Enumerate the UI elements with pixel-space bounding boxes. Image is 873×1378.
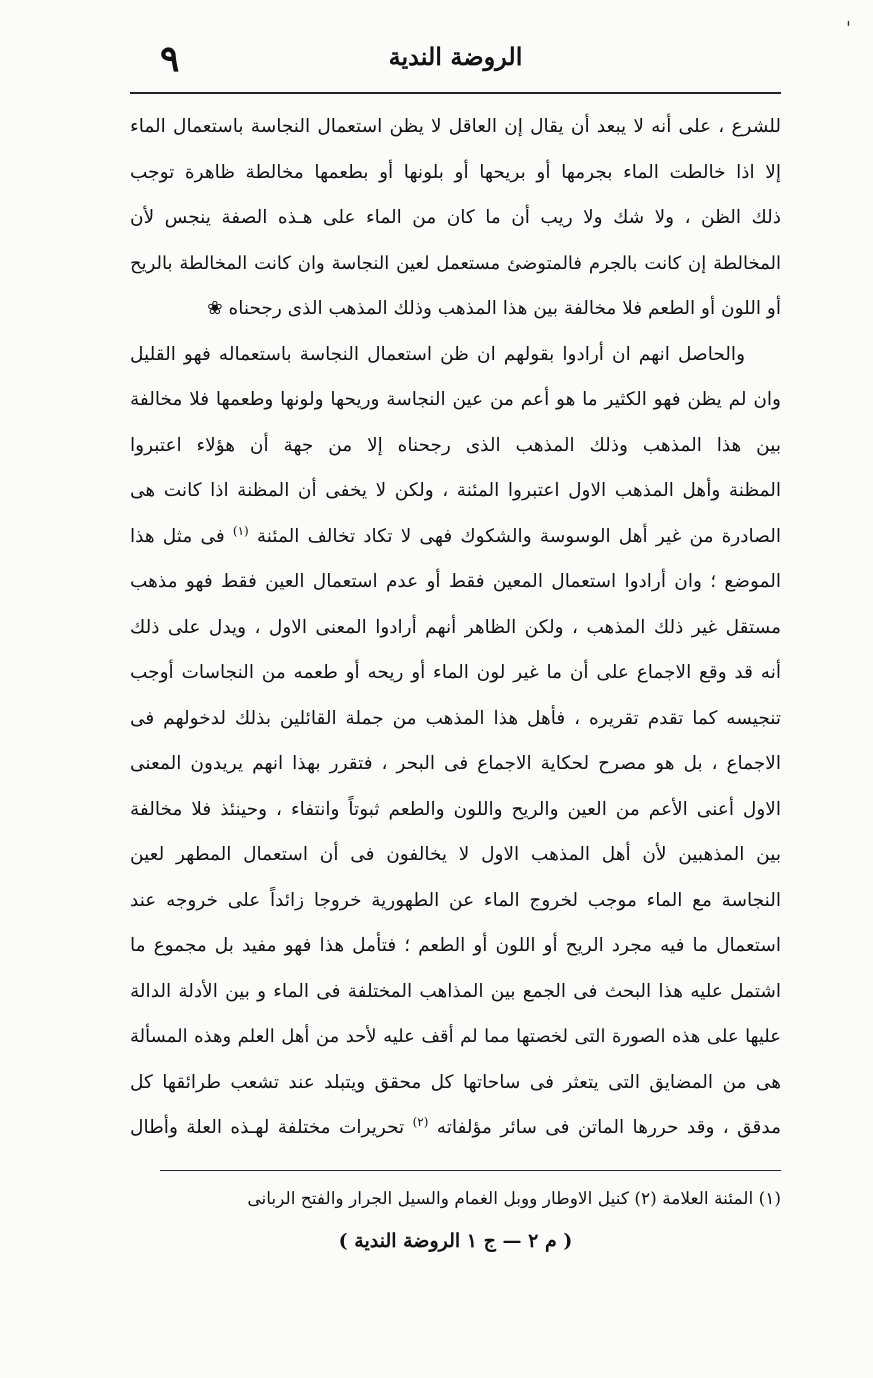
text-line: الموضع ؛ وان أرادوا استعمال المعين فقط أو عدم استعمال العين فقط فهو مذهب: [130, 571, 781, 592]
text-line: ذلك الظن ، ولا شك ولا ريب أن ما كان من الماء على هـذه الصفة ينجس لأن: [130, 207, 781, 228]
text-line: بين هذا المذهب وذلك المذهب الذى رجحناه إلا من جهة أن هؤلاء اعتبروا: [130, 434, 781, 456]
text-line: هى من المضايق التى يتعثر فى ساحاتها كل محقق ويتبلد عند تشعب طرائقها كل: [130, 1071, 781, 1093]
text-line: مستقل غير ذلك المذهب ، ولكن الظاهر أنهم أرادوا المعنى الاول ، ويدل على ذلك: [130, 616, 781, 638]
corner-mark: ': [846, 18, 851, 39]
text-line: الاجماع ، بل هو مصرح لحكاية الاجماع فى البحر ، فتقرر بهذا انهم يريدون المعنى: [130, 753, 781, 774]
footnote-ref-2: (٢): [412, 1114, 429, 1129]
footnote-ref-1: (١): [232, 523, 249, 538]
page-number: ٩: [160, 38, 180, 80]
text-line: الاول أعنى الأعم من العين والريح واللون والطعم ثبوتاً وانتفاء ، وحينئذ فلا مخالفة: [130, 798, 781, 820]
text-segment: مدقق ، وقد حررها الماتن فى سائر مؤلفاته: [436, 1117, 781, 1138]
text-line: المظنة وأهل المذهب الاول اعتبروا المئنة ، ولكن لا يخفى أن المظنة اذا كانت هى: [130, 480, 781, 501]
text-line: [130, 1105, 781, 1151]
footnotes: (١) المئنة العلامة (٢) كنيل الاوطار ووبل الغمام والسيل الجرار والفتح الربانى: [247, 1189, 781, 1209]
footnote-divider: [160, 1170, 781, 1171]
text-segment: فى مثل هذا: [130, 525, 225, 547]
header-divider: [130, 92, 781, 94]
text-line: استعمال ما فيه مجرد الريح أو اللون أو الطعم ؛ فتأمل هذا فهو مفيد بل مجموع ما: [130, 935, 781, 956]
text-line: إلا اذا خالطت الماء بجرمها أو بريحها أو بلونها أو بطعمها مخالطة ظاهرة توجب: [130, 161, 781, 183]
text-line: أنه قد وقع الاجماع على أن ما غير لون الماء أو ريحه أو طعمه من النجاسات أوجب: [130, 662, 781, 683]
page-header: [130, 38, 781, 88]
text-line: للشرع ، على أنه لا يبعد أن يقال إن العاقل لا يظن استعمال النجاسة باستعمال الماء: [130, 116, 781, 137]
text-line: النجاسة مع الماء موجب لخروج الماء عن الطهورية خروجا زائداً على خروجه عند: [130, 889, 781, 911]
main-text: [130, 104, 781, 1151]
text-line: المخالطة إن كانت بالجرم فالمتوضئ مستعمل لعين النجاسة وان كانت المخالطة بالريح: [130, 252, 781, 274]
text-line: وان لم يظن فهو الكثير ما هو أعم من عين النجاسة وريحها ولونها وطعمها فلا مخالفة: [130, 389, 781, 410]
text-segment: تحريرات مختلفة لهـذه العلة وأطال: [130, 1117, 405, 1138]
text-line: اشتمل عليه هذا البحث فى الجمع بين المذاهب المختلفة فى الماء و بين الأدلة الدالة: [130, 980, 781, 1002]
text-line: بين المذهبين لأن أهل المذهب الاول لا يخالفون فى أن استعمال المطهر لعين: [130, 844, 781, 865]
signature-line: ( م ٢ — ج ١ الروضة الندية ): [338, 1230, 573, 1252]
text-line: [130, 514, 781, 560]
text-line: عليها على هذه الصورة التى لخصتها مما لم أقف عليه لأحد من أهل العلم وهذه المسألة: [130, 1026, 781, 1047]
text-segment: الصادرة من غير أهل الوسوسة والشكوك فهى لا تكاد تخالف المئنة: [256, 525, 781, 547]
text-line: تنجيسه كما تقدم تقريره ، فأهل هذا المذهب من جملة القائلين بذلك لدخولهم فى: [130, 707, 781, 729]
text-line: أو اللون أو الطعم فلا مخالفة بين هذا المذهب وذلك المذهب الذى رجحناه ❀: [207, 298, 781, 319]
text-line: والحاصل انهم ان أرادوا بقولهم ان ظن استعمال النجاسة باستعماله فهو القليل: [130, 343, 745, 365]
running-title: الروضة الندية: [388, 42, 523, 71]
